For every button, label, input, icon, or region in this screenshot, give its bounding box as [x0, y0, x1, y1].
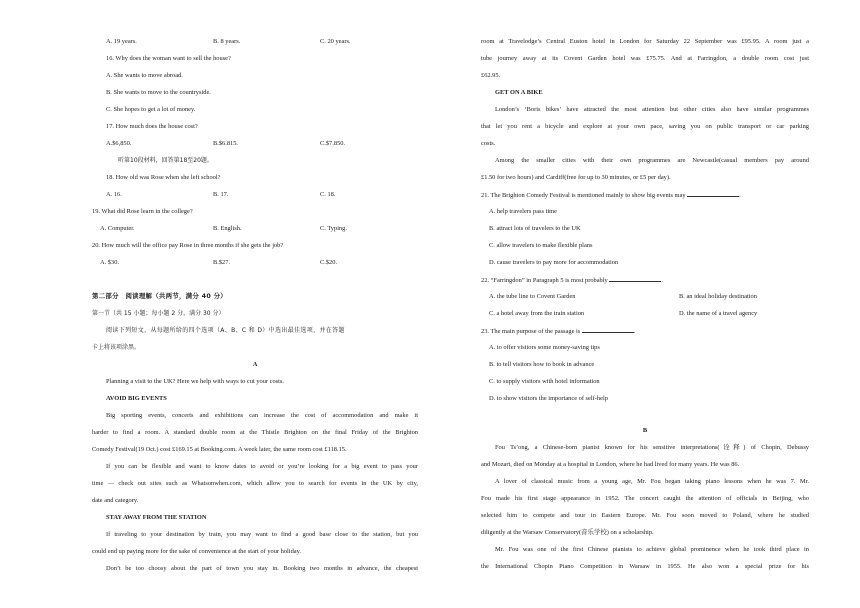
part2-title: 第二部分 阅读理解（共两节，满分 40 分） — [92, 292, 227, 300]
paragraph-line: that let you rent a bicycle and explore at your own pace, saving you on public transport or car parking — [481, 123, 809, 130]
option: D. cause travelers to pay more for accommodation — [489, 259, 619, 266]
paragraph-line: room at Travelodge’s Central Euston hotel in London for Saturday 22 September was £95.95. A room just a — [481, 38, 809, 45]
question-20: 20. How much will the office pay Rose in three months if she gets the job? — [92, 242, 284, 249]
heading-avoid-big-events: AVOID BIG EVENTS — [106, 395, 167, 402]
paragraph-line: If you can be flexible and want to know dates to avoid or you’re looking for a big event to pass your — [106, 463, 418, 470]
answer-blank — [687, 190, 739, 197]
option: C. She hopes to get a lot of money. — [106, 106, 196, 113]
option: C. allow travelers to make flexible plans — [489, 242, 593, 249]
heading-stay-away: STAY AWAY FROM THE STATION — [106, 514, 207, 521]
option: B. attract lots of travelers to the UK — [489, 225, 581, 232]
q17-options — [92, 139, 418, 148]
option: C.$20. — [320, 259, 338, 266]
q22-options-row1 — [481, 292, 809, 301]
option: D. to show visitors the importance of self-help — [489, 395, 608, 402]
paragraph-line: Among the smaller cities with their own programmes are Newcastle(casual members pay around — [495, 157, 809, 164]
q20-options — [92, 258, 418, 267]
option: B. English. — [213, 225, 242, 232]
paragraph-line: the International Chopin Piano Competition in Warsaw in 1955. He also won a special prize for his — [481, 563, 809, 570]
question-text: 22. “Farringdon” in Paragraph 5 is most probably — [481, 277, 608, 284]
paragraph-line: Big sporting events, concerts and exhibitions can increase the cost of accommodation and make it — [106, 412, 418, 419]
option: B. She wants to move to the countryside. — [106, 89, 211, 96]
q19-options — [92, 224, 418, 233]
option: B.$6.815. — [213, 140, 239, 147]
option: C. Typing. — [320, 225, 347, 232]
option: A. the tube line to Covent Garden — [489, 293, 576, 300]
paragraph-line: diligently at the Warsaw Conservatory(音乐学校) on a scholarship. — [481, 529, 654, 536]
paragraph-line: tube journey away at its Covent Garden hotel was £75.75. And at Farringdon, a double room cost just — [481, 55, 809, 62]
question-text: 21. The Brighton Comedy Festival is mentioned mainly to show big events may — [481, 192, 686, 199]
option: C. a hotel away from the train station — [489, 310, 585, 317]
paragraph-line: London’s ‘Boris bikes’ have attracted the most attention but other cities also have similar programmes — [495, 106, 809, 113]
option: B. to tell visitors how to book in advance — [489, 361, 595, 368]
paragraph-line: Mr. Fou was one of the first Chinese pianists to achieve global prominence when he took third place in — [495, 546, 809, 553]
answer-blank — [609, 275, 661, 282]
paragraph-line: costs. — [481, 140, 496, 147]
paragraph-line: date and category. — [92, 497, 139, 504]
instructions-line2: 卡上将该项涂黑。 — [92, 344, 141, 351]
paragraph-line: harder to find a room. A standard double room at the Thistle Brighton on the final Friday of the Brighton — [92, 429, 418, 436]
option: C.$7.850. — [320, 140, 346, 147]
q18-options — [92, 190, 418, 199]
paragraph-line: could end up paying more for the sake of convenience at the start of your holiday. — [92, 548, 301, 555]
option: B. 8 years. — [213, 38, 241, 45]
option: C. 20 years. — [320, 38, 351, 45]
paragraph-line: £1.50 for two hours) and Cardiff(free for up to 30 minutes, or £5 per day). — [481, 174, 671, 181]
passage-intro: Planning a visit to the UK? Here we help with ways to cut your costs. — [106, 378, 285, 385]
option: A. help travelers pass time — [489, 208, 557, 215]
option: A. She wants to move abroad. — [106, 72, 183, 79]
instructions-line1: 阅读下列短文，从每题所给的四个选项（A、B、C 和 D）中选出最佳选项，并在答题 — [106, 327, 345, 334]
option: A. 19 years. — [106, 38, 137, 45]
option: C. to supply visitors with hotel information — [489, 378, 600, 385]
paragraph-line: time — check out sites such as Whatsonwhen.com, which allow you to search for events in the UK by city, — [92, 480, 418, 487]
question-21: 21. The Brighton Comedy Festival is mentioned mainly to show big events may . — [481, 192, 741, 199]
question-text: 23. The main purpose of the passage is — [481, 328, 581, 335]
q22-options-row2 — [481, 309, 809, 318]
question-22: 22. “Farringdon” in Paragraph 5 is most probably . — [481, 277, 663, 284]
passage-b-label: B — [642, 427, 648, 434]
question-19: 19. What did Rose learn in the college? — [92, 208, 193, 215]
option: A.$6,850. — [106, 140, 132, 147]
heading-get-on-a-bike: GET ON A BIKE — [495, 89, 543, 96]
option: B. 17. — [213, 191, 229, 198]
question-17: 17. How much does the house cost? — [106, 123, 198, 130]
option: C. 18. — [320, 191, 336, 198]
paragraph-line: If traveling to your destination by train, you may want to find a good base close to the station, but you — [106, 531, 418, 538]
option: A. to offer visitors some money-saving tips — [489, 344, 600, 351]
paragraph-line: Fou Ts’ong, a Chinese-born pianist known for his sensitive interpretations(诠释) of Chopin, Debussy — [495, 444, 809, 451]
paragraph-line: £62.95. — [481, 72, 501, 79]
section1-heading: 第一节（共 15 小题；每小题 2 分，满分 30 分） — [92, 310, 225, 317]
paragraph-line: A lover of classical music from a young age, Mr. Fou began taking piano lessons when he was 7. Mr. — [495, 478, 809, 485]
question-18: 18. How old was Rose when she left school? — [106, 174, 221, 181]
q15-options — [92, 37, 418, 46]
question-16: 16. Why does the woman want to sell the house? — [106, 55, 231, 62]
answer-blank — [582, 326, 634, 333]
option: A. 16. — [106, 191, 122, 198]
option: A. Computer. — [100, 225, 135, 232]
paragraph-line: Fou made his first stage appearance in 1952. The concert caught the attention of officials in Beijing, who — [481, 495, 809, 502]
paragraph-line: selected him to compete and tour in Eastern Europe. Mr. Fou soon moved to Poland, where he studied — [481, 512, 809, 519]
passage-a-label: A — [252, 361, 258, 368]
listening-note: 听第10段材料，回答第18至20题。 — [118, 157, 213, 164]
option: A. $30. — [100, 259, 119, 266]
paragraph-line: Comedy Festival(19 Oct.) cost £169.15 at Booking.com. A week later, the same room cost £118.15. — [92, 446, 347, 453]
option: B. an ideal holiday destination — [679, 293, 757, 300]
question-23: 23. The main purpose of the passage is . — [481, 328, 636, 335]
option: D. the name of a travel agency — [679, 310, 758, 317]
paragraph-line: and Mozart, died on Monday at a hospital in London, where he had lived for many years. He was 86. — [481, 461, 740, 468]
option: B.$27. — [213, 259, 231, 266]
paragraph-line: Don’t be too choosy about the part of town you stay in. Booking two months in advance, the cheapest — [106, 565, 418, 572]
